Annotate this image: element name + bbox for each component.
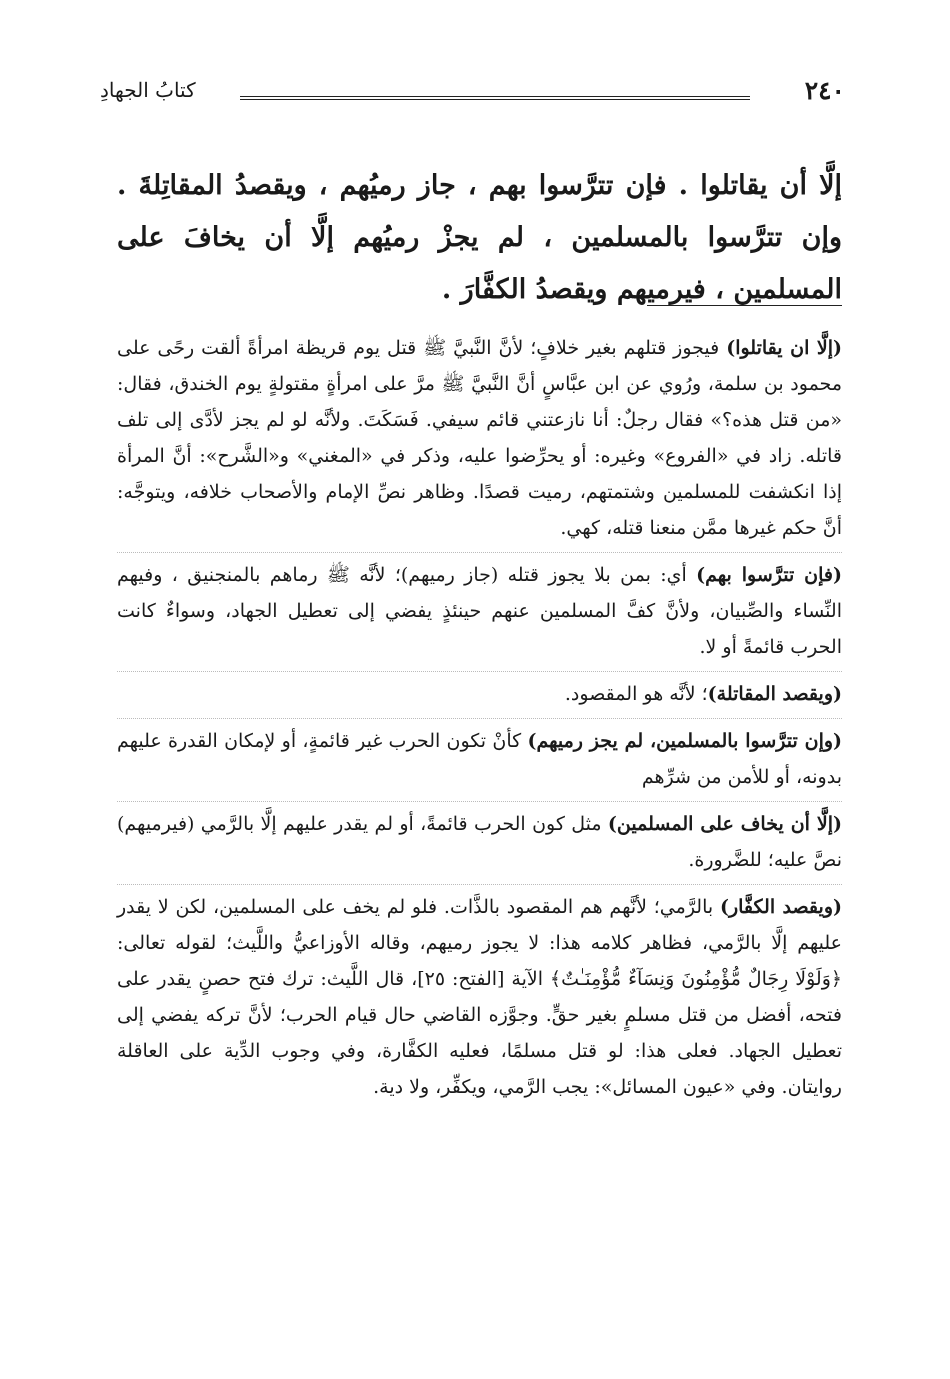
commentary-paragraph — [117, 330, 842, 553]
quoted-matn: (إلَّا أن يخاف على المسلمين) — [607, 813, 842, 835]
commentary-text: بالرَّمي؛ لأنَّهم هم المقصود بالذَّات. فلو لم يخف على المسلمين، لكن لا يقدر عليهم إلَّا بالرَّمي، فظاهر كلامه هذا: لا يجوز رميهم، وقاله الأوزاعيُّ واللَّيث؛ لقوله تعالى: ﴿وَلَوْلَا رِجَالٌ مُّؤْمِنُونَ وَنِسَآءٌ مُّؤْمِنَـٰتٌ﴾ الآية [الفتح: ٢٥]، قال اللَّيث: ترك فتح حصنٍ يقدر على فتحه، أفضل من قتل مسلمٍ بغير حقٍّ. وجوَّزه القاضي حال قيام الحرب؛ لأنَّ تركه يفضي إلى تعطيل الجهاد. فعلى هذا: لو قتل مسلمًا، فعليه الكفَّارة، وفي وجوب الدِّية على العاقلة روايتان. وفي «عيون المسائل»: يجب الرَّمي، ويكفِّر، ولا دية. — [117, 896, 842, 1098]
header-rule — [240, 96, 750, 100]
commentary-text: أي: بمن بلا يجوز قتله (جاز رميهم)؛ لأنَّه ﷺ رماهم بالمنجنيق ، وفيهم النِّساء والصِّبيان، ولأنَّ كفَّ المسلمين عنهم حينئذٍ يفضي إلى تعطيل الجهاد، وسواءٌ كانت الحرب قائمةً أو لا. — [117, 564, 842, 658]
running-header — [100, 76, 845, 116]
matn-separator — [647, 305, 842, 306]
commentary — [117, 330, 842, 1115]
commentary-paragraph — [117, 557, 842, 672]
commentary-paragraph — [117, 889, 842, 1111]
quoted-matn: (ويقصد المقاتلة) — [707, 683, 842, 705]
commentary-paragraph — [117, 723, 842, 802]
quoted-matn: (إلَّا ان يقاتلوا) — [726, 337, 842, 359]
matn-text: إلَّا أن يقاتلوا . فإن تترَّسوا بهم ، جاز رميُهم ، ويقصدُ المقاتِلةَ . وإن تترَّسوا بالمسلمين ، لم يجزْ رميُهم إلَّا أن يخافَ على المسلمين ، فيرميهم ويقصدُ الكفَّارَ . — [117, 170, 842, 305]
page-number: ٢٤٠ — [804, 76, 845, 105]
commentary-text: فيجوز قتلهم بغير خلافٍ؛ لأنَّ النَّبيَّ ﷺ قتل يوم قريظة امرأةً ألقت رحًى على محمود بن سلمة، ورُوي عن ابن عبَّاسٍ أنَّ النَّبيَّ ﷺ مرَّ على امرأةٍ مقتولةٍ يوم الخندق، فقال: «من قتل هذه؟» فقال رجلٌ: أنا نازعتني قائم سيفي. فَسَكَتَ. ولأنَّه لو لم يجز لأدَّى إلى تلف قاتله. زاد في «الفروع» وغيره: أو يحرِّضوا عليه، وذكر في «المغني» و«الشَّرح»: أنَّ المرأة إذا انكشفت للمسلمين وشتمتهم، رميت قصدًا. وظاهر نصِّ الإمام والأصحاب خلافه، ويتوجَّه: أنَّ حكم غيرها ممَّن منعنا قتله، كهي. — [117, 337, 842, 539]
quoted-matn: (وإن تترَّسوا بالمسلمين، لم يجز رميهم) — [527, 730, 843, 752]
commentary-text: مثل كون الحرب قائمةً، أو لم يقدر عليهم إلَّا بالرَّمي (فيرميهم) نصَّ عليه؛ للضَّرورة. — [117, 813, 842, 871]
quoted-matn: (ويقصد الكفَّار) — [719, 896, 842, 918]
quoted-matn: (فإن تترَّسوا بهم) — [696, 564, 842, 586]
commentary-paragraph — [117, 676, 842, 719]
commentary-text: ؛ لأنَّه هو المقصود. — [564, 683, 708, 705]
commentary-text: كأنْ تكون الحرب غير قائمةٍ، أو لإمكان القدرة عليهم بدونه، أو للأمن من شرِّهم — [117, 730, 842, 788]
commentary-paragraph — [117, 806, 842, 885]
book-title: كتابُ الجهادِ — [100, 78, 196, 102]
